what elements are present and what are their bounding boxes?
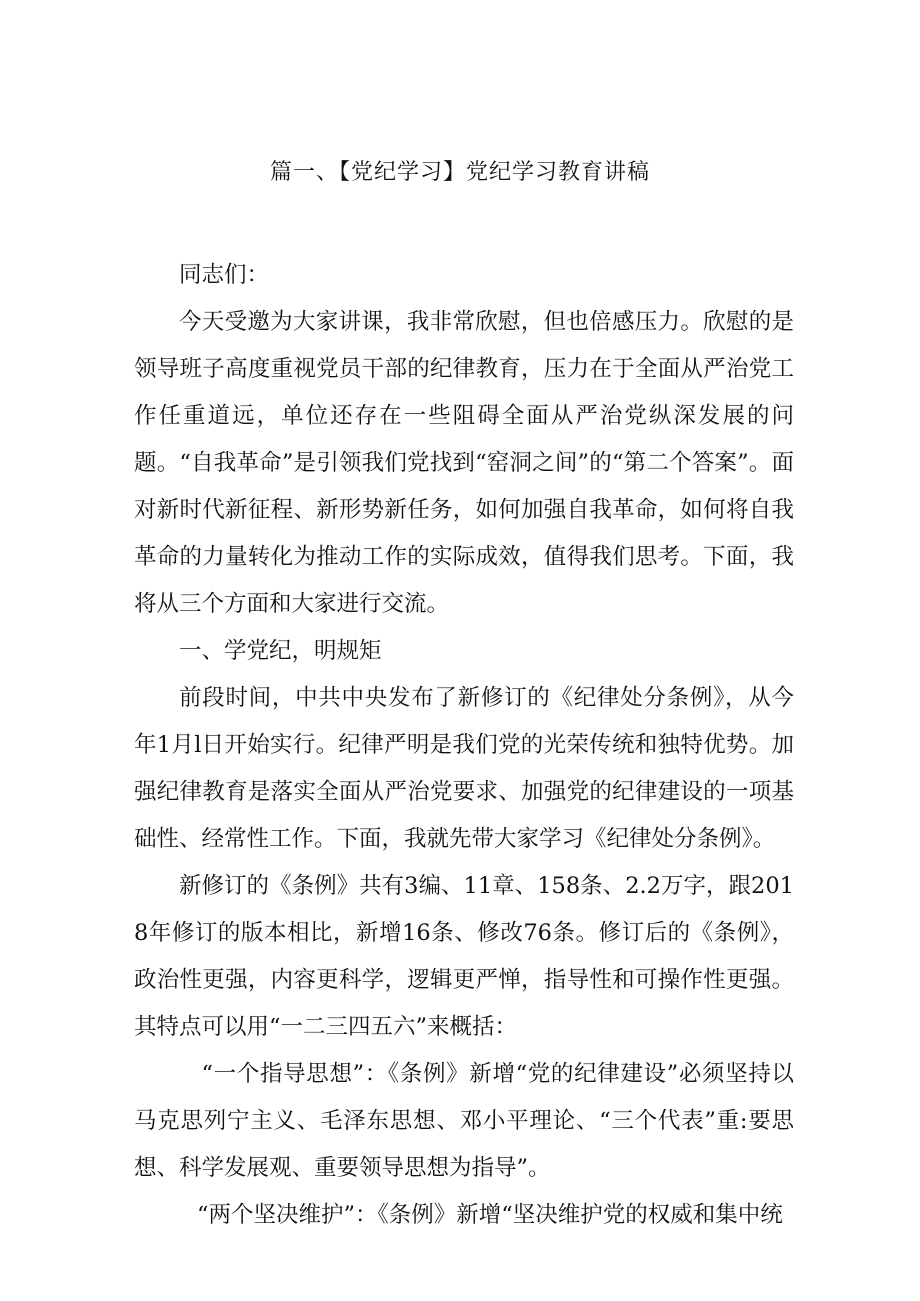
document-body	[134, 252, 794, 1239]
document-title: 篇一、【党纪学习】党纪学习教育讲稿	[269, 160, 650, 185]
section-heading-1: 一、学党纪，明规矩	[179, 638, 382, 664]
paragraph-revision: 新修订的《条例》共有3编、11章、158条、2.2万字，跟2018年修订的版本相比，新增16条、修改76条。修订后的《条例》，政治性更强，内容更科学，逻辑更严惮，指导性和可操作性更强。其特点可以用“一二三四五六”来概括：	[134, 873, 794, 1040]
paragraph-two-safeguards: “两个坚决维护”：《条例》新增“坚决维护党的权威和集中统	[197, 1202, 783, 1228]
paragraph-regulation: 前段时间，中共中央发布了新修订的《纪律处分条例》，从今年1月l日开始实行。纪律严明是我们党的光荣传统和独特优势。加强纪律教育是落实全面从严治党要求、加强党的纪律建设的一项基础性、经常性工作。下面，我就先带大家学习《纪律处分条例》。	[134, 685, 794, 852]
paragraph-guiding-thought: “一个指导思想”：《条例》新增“党的纪律建设”必须坚持以马克思列宁主义、毛泽东思想、邓小平理论、“三个代表”重:要思想、科学发展观、重要领导思想为指导”。	[134, 1061, 794, 1181]
salutation: 同志们：	[179, 262, 270, 288]
paragraph-intro: 今天受邀为大家讲课，我非常欣慰，但也倍感压力。欣慰的是领导班子高度重视党员干部的纪律教育，压力在于全面从严治党工作任重道远，单位还存在一些阻碍全面从严治党纵深发展的问题。“自我革命”是引领我们党找到“窑洞之间”的“第二个答案”。面对新时代新征程、新形势新任务，如何加强自我革命，如何将自我革命的力量转化为推动工作的实际成效，值得我们思考。下面，我将从三个方面和大家进行交流。	[134, 309, 794, 617]
